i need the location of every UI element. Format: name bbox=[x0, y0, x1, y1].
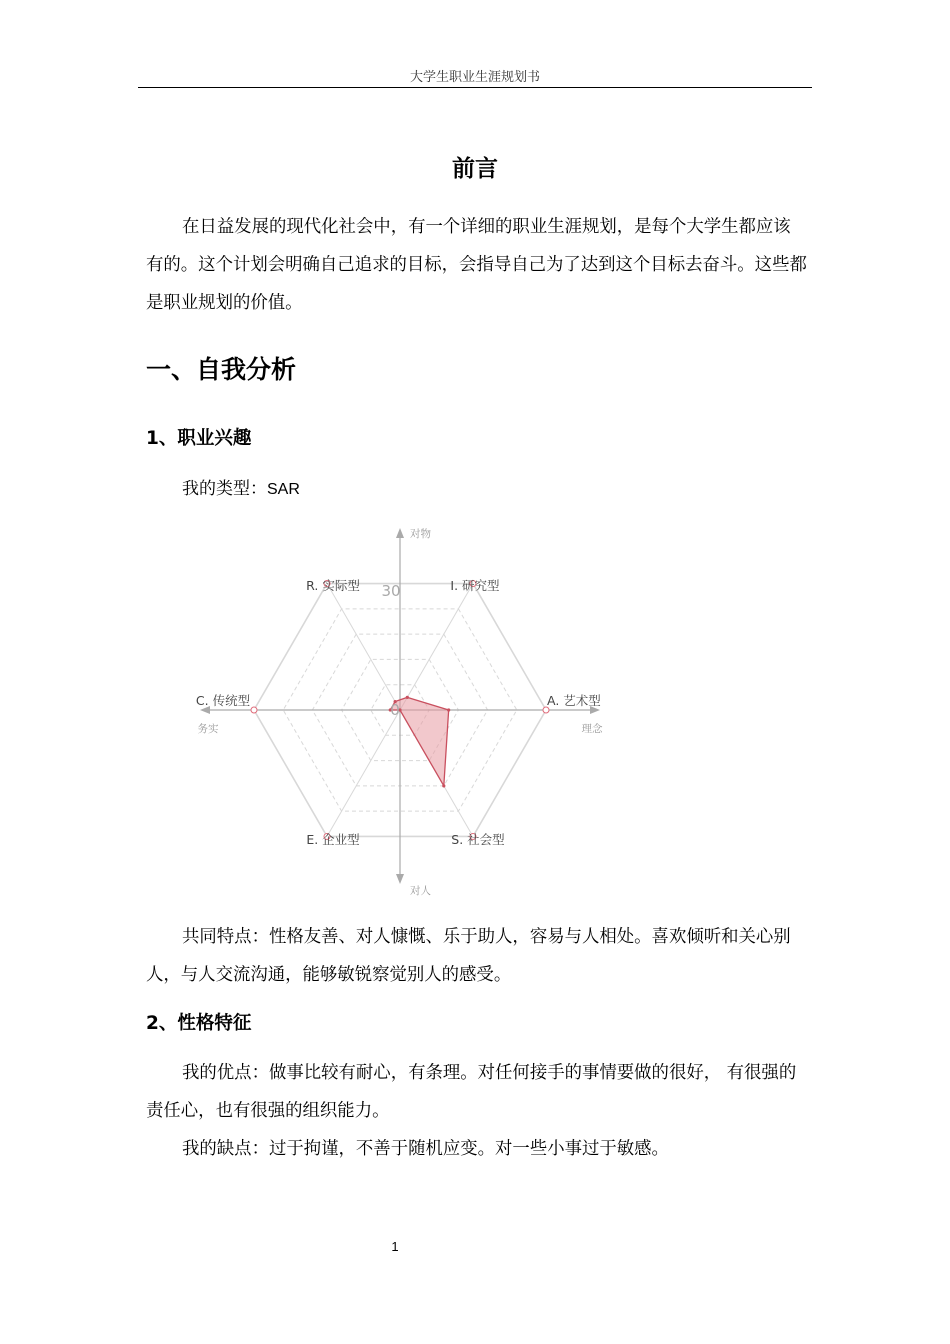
data-point bbox=[406, 696, 409, 699]
category-label: I. 研究型 bbox=[450, 578, 500, 593]
scale-min-label: 0 bbox=[390, 701, 400, 719]
strengths-text: 我的优点：做事比较有耐心，有条理。对任何接手的事情要做的很好， 有很强的责任心，也有很强的组织能力。 bbox=[146, 1063, 797, 1121]
data-point bbox=[447, 708, 450, 711]
radar-spoke bbox=[327, 584, 400, 710]
category-label: R. 实际型 bbox=[306, 578, 360, 593]
arrow-down-icon bbox=[396, 874, 404, 884]
my-type-value: SAR bbox=[267, 481, 300, 498]
common-traits-text: 共同特点：性格友善、对人慷慨、乐于助人，容易与人相处。喜欢倾听和关心别人，与人交流沟通，能够敏锐察觉别人的感受。 bbox=[146, 927, 791, 985]
radar-spoke bbox=[400, 584, 473, 710]
running-header: 大学生职业生涯规划书 bbox=[409, 70, 540, 85]
subheading-career-interest: 1、职业兴趣 bbox=[146, 428, 252, 449]
subheading-personality: 2、性格特征 bbox=[146, 1013, 252, 1034]
preface-title: 前言 bbox=[452, 156, 498, 182]
weaknesses-text: 我的缺点：过于拘谨，不善于随机应变。对一些小事过于敏感。 bbox=[182, 1139, 669, 1159]
my-type-line bbox=[182, 476, 300, 503]
category-label: C. 传统型 bbox=[195, 693, 251, 708]
category-label: A. 艺术型 bbox=[547, 693, 601, 708]
section-heading-self-analysis: 一、自我分析 bbox=[146, 355, 297, 384]
page-number: 1 bbox=[391, 1239, 399, 1254]
direction-label-left: 务实 bbox=[197, 723, 219, 735]
holland-radar-chart bbox=[190, 520, 610, 900]
direction-label-right: 理念 bbox=[581, 723, 603, 735]
category-label: S. 社会型 bbox=[451, 832, 505, 847]
preface-body: 在日益发展的现代化社会中，有一个详细的职业生涯规划，是每个大学生都应该有的。这个计划会明确自己追求的目标，会指导自己为了达到这个目标去奋斗。这些都是职业规划的价值。 bbox=[146, 217, 807, 313]
radar-spoke bbox=[327, 710, 400, 836]
category-label: E. 企业型 bbox=[306, 832, 360, 847]
header-rule bbox=[138, 87, 812, 88]
my-type-label: 我的类型： bbox=[182, 479, 267, 499]
direction-label-bottom: 对人 bbox=[410, 885, 431, 897]
arrow-up-icon bbox=[396, 528, 404, 538]
data-point bbox=[442, 784, 445, 787]
scale-max-label: 30 bbox=[381, 582, 401, 600]
direction-label-top: 对物 bbox=[410, 528, 431, 540]
vertex-marker bbox=[251, 707, 257, 713]
